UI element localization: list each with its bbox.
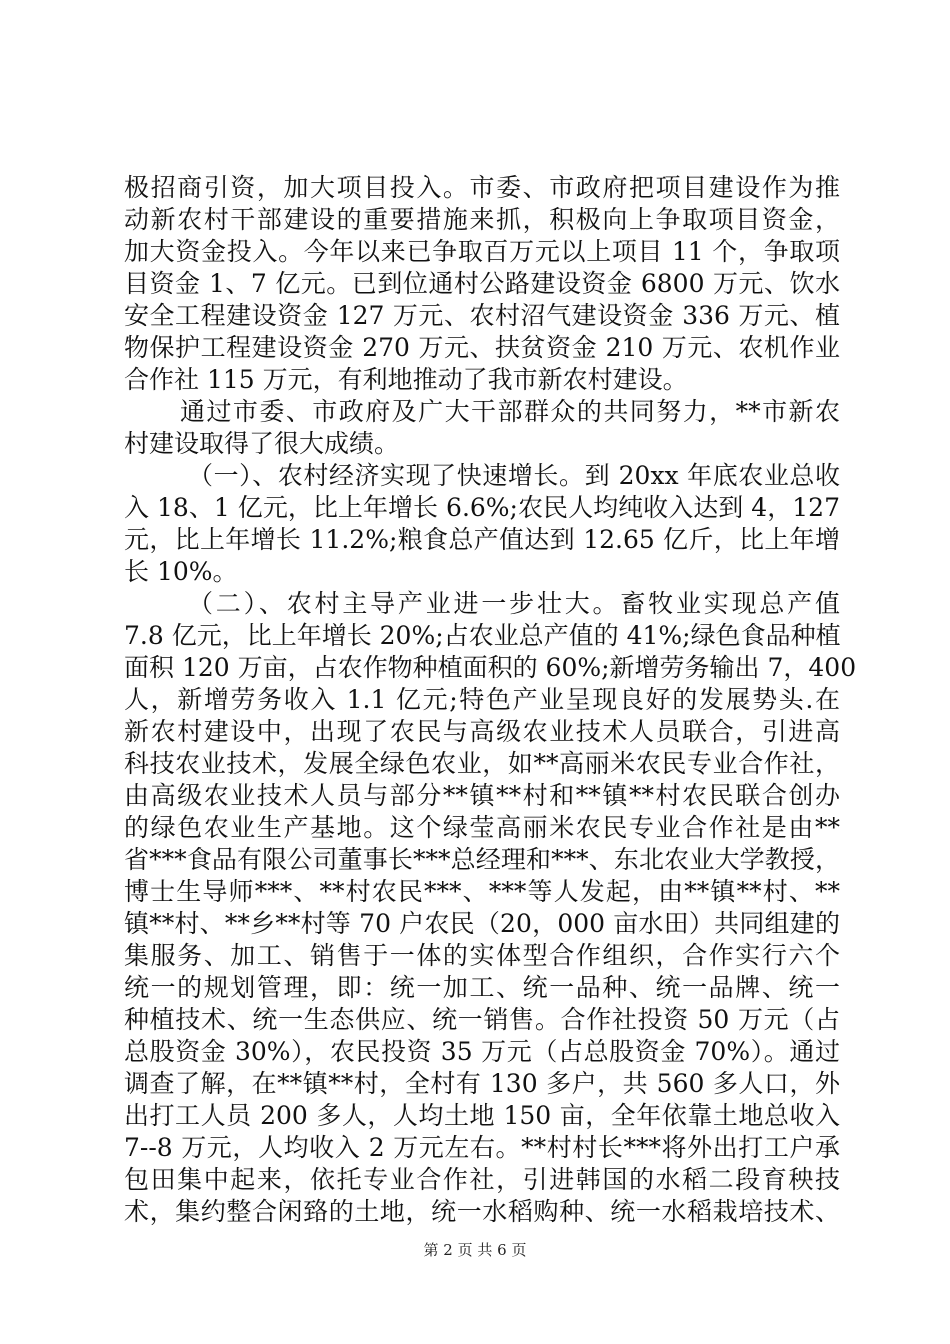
text-line: 镇**村、**乡**村等 70 户农民（20，000 亩水田）共同组建的: [124, 909, 840, 938]
text-line: 极招商引资，加大项目投入。市委、市政府把项目建设作为推: [124, 173, 840, 202]
text-line: 物保护工程建设资金 270 万元、扶贫资金 210 万元、农机作业: [124, 333, 840, 362]
text-line: 面积 120 万亩，占农作物种植面积的 60%;新增劳务输出 7，400: [124, 653, 857, 682]
text-line: 7.8 亿元，比上年增长 20%;占农业总产值的 41%;绿色食品种植: [124, 621, 841, 650]
text-line: 由高级农业技术人员与部分**镇**村和**镇**村农民联合创办: [124, 781, 840, 810]
text-line: 元，比上年增长 11.2%;粮食总产值达到 12.65 亿斤，比上年增: [124, 525, 840, 554]
text-line: 新农村建设中，出现了农民与高级农业技术人员联合，引进高: [124, 717, 840, 746]
text-line: 安全工程建设资金 127 万元、农村沼气建设资金 336 万元、植: [124, 301, 840, 330]
text-line: 通过市委、市政府及广大干部群众的共同努力，**市新农: [180, 397, 840, 426]
text-line: 统一的规划管理，即：统一加工、统一品种、统一品牌、统一: [124, 973, 840, 1002]
text-line: 入 18、1 亿元，比上年增长 6.6%;农民人均纯收入达到 4，127: [124, 493, 840, 522]
text-line: 包田集中起来，依托专业合作社，引进韩国的水稻二段育秧技: [124, 1165, 840, 1194]
text-line: 集服务、加工、销售于一体的实体型合作组织，合作实行六个: [124, 941, 840, 970]
text-line: （一）、农村经济实现了快速增长。到 20xx 年底农业总收: [188, 461, 840, 490]
text-line: 动新农村干部建设的重要措施来抓，积极向上争取项目资金，: [124, 205, 840, 234]
text-line: 省***食品有限公司董事长***总经理和***、东北农业大学教授，: [124, 845, 840, 874]
page-footer: 第 2 页 共 6 页: [423, 1241, 527, 1259]
text-line: 合作社 115 万元，有利地推动了我市新农村建设。: [124, 365, 688, 394]
text-line: 总股资金 30%），农民投资 35 万元（占总股资金 70%）。通过: [124, 1037, 840, 1066]
text-line: 目资金 1、7 亿元。已到位通村公路建设资金 6800 万元、饮水: [124, 269, 840, 298]
text-line: 的绿色农业生产基地。这个绿莹高丽米农民专业合作社是由**: [124, 813, 840, 842]
text-line: 调查了解，在**镇**村，全村有 130 多户，共 560 多人口，外: [124, 1069, 840, 1098]
text-line: 术，集约整合闲臵的土地，统一水稻购种、统一水稻栽培技术、: [124, 1197, 840, 1226]
body-text: [124, 172, 857, 1228]
text-line: 加大资金投入。今年以来已争取百万元以上项目 11 个，争取项: [124, 237, 840, 266]
text-line: 出打工人员 200 多人，人均土地 150 亩，全年依靠土地总收入: [124, 1101, 840, 1130]
text-line: 村建设取得了很大成绩。: [124, 429, 400, 458]
text-line: 人，新增劳务收入 1.1 亿元;特色产业呈现良好的发展势头.在: [124, 685, 840, 714]
text-line: （二）、农村主导产业进一步壮大。畜牧业实现总产值: [188, 589, 840, 618]
text-line: 种植技术、统一生态供应、统一销售。合作社投资 50 万元（占: [124, 1005, 840, 1034]
text-line: 科技农业技术，发展全绿色农业，如**高丽米农民专业合作社，: [124, 749, 840, 778]
text-line: 7--8 万元，人均收入 2 万元左右。**村村长***将外出打工户承: [124, 1133, 840, 1162]
text-line: 博士生导师***、**村农民***、***等人发起，由**镇**村、**: [124, 877, 840, 906]
text-line: 长 10%。: [124, 557, 238, 586]
